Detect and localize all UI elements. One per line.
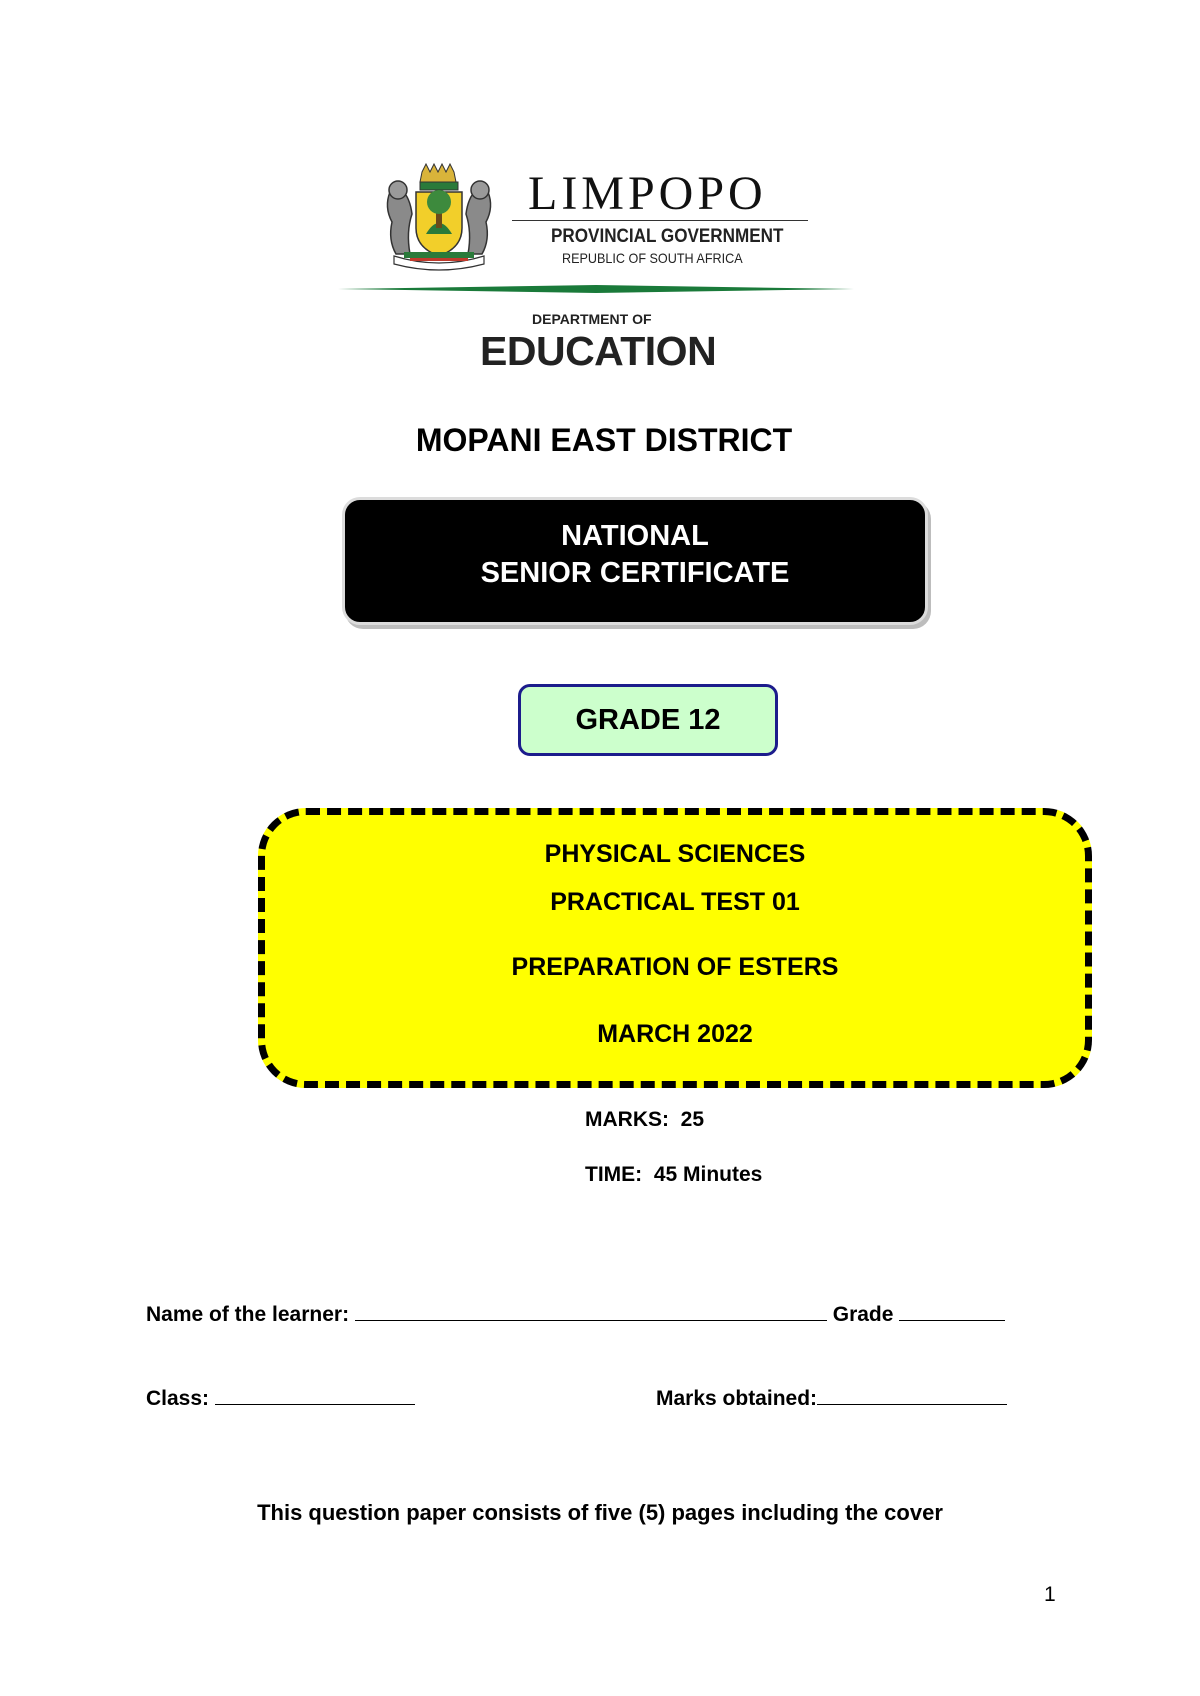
class-blank[interactable]: [215, 1386, 415, 1405]
province-name: LIMPOPO: [528, 167, 767, 220]
time-info: [585, 1163, 762, 1187]
class-row: [146, 1386, 415, 1411]
logo-divider: [512, 220, 808, 221]
page-number: 1: [1044, 1583, 1056, 1606]
grade-label: Grade: [832, 1303, 894, 1326]
marks-obtained-label: Marks obtained:: [656, 1387, 818, 1410]
learner-name-row: [146, 1302, 1005, 1327]
certificate-line-1: NATIONAL: [561, 520, 709, 552]
subject-title: PHYSICAL SCIENCES: [544, 840, 806, 868]
exam-date: MARCH 2022: [597, 1020, 753, 1048]
learner-name-label: Name of the learner:: [146, 1303, 350, 1326]
grade-badge: GRADE 12: [518, 684, 778, 756]
department-of-label: DEPARTMENT OF: [532, 311, 652, 327]
marks-obtained-row: [656, 1386, 1007, 1411]
learner-name-blank[interactable]: [355, 1302, 827, 1321]
certificate-banner: [342, 497, 928, 625]
paper-pages-note: This question paper consists of five (5) pages including the cover: [257, 1500, 943, 1525]
marks-obtained-blank[interactable]: [817, 1386, 1007, 1405]
marks-value: 25: [680, 1108, 705, 1131]
government-label: PROVINCIAL GOVERNMENT: [551, 226, 784, 247]
marks-label: MARKS:: [585, 1108, 669, 1131]
time-value: 45 Minutes: [653, 1163, 763, 1186]
topic-title: PREPARATION OF ESTERS: [511, 953, 839, 981]
time-label: TIME:: [585, 1163, 643, 1186]
class-label: Class:: [146, 1387, 210, 1410]
district-title: MOPANI EAST DISTRICT: [415, 422, 793, 458]
republic-label: REPUBLIC OF SOUTH AFRICA: [562, 250, 743, 266]
department-name: EDUCATION: [480, 328, 717, 374]
test-title: PRACTICAL TEST 01: [550, 888, 800, 916]
coat-of-arms-logo: [380, 162, 498, 274]
certificate-line-2: SENIOR CERTIFICATE: [480, 557, 790, 589]
marks-info: [585, 1108, 704, 1132]
green-divider: [338, 285, 854, 293]
grade-blank[interactable]: [899, 1302, 1005, 1321]
